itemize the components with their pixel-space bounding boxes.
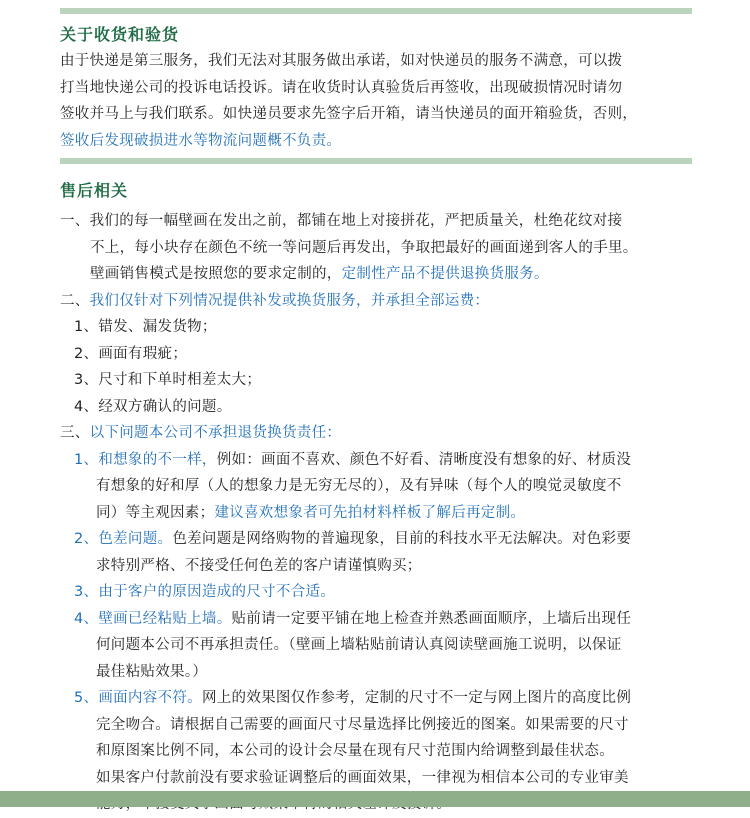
no-return-notice: 定制性产品不提供退换货服务。 (341, 266, 549, 282)
section-title-after-sales: 售后相关 (60, 181, 129, 200)
rule3-label: 3、由于客户的原因造成的尺寸不合适。 (74, 584, 336, 600)
rule4-line1 (60, 606, 700, 633)
item1-line1: 一、我们的每一幅壁画在发出之前，都铺在地上对接拼花，严把质量关，杜绝花纹对接 (60, 213, 623, 229)
case-item: 3、尺寸和下单时相差太大； (74, 372, 262, 388)
rule4-label: 4、壁画已经粘贴上墙。 (74, 610, 232, 627)
case-item: 2、画面有瑕疵； (74, 345, 188, 362)
case-item: 4、经双方确认的问题。 (74, 398, 232, 415)
rule4-text: 贴前请一定要平铺在地上检查并熟悉画面顺序，上墙后出现任 (231, 610, 632, 627)
top-divider (60, 8, 692, 14)
case-item: 1、错发、漏发货物； (74, 319, 217, 335)
item2-header (60, 288, 700, 315)
rule1-line3 (60, 500, 700, 527)
receiving-paragraph (60, 48, 700, 154)
item2-title: 我们仅针对下列情况提供补发或换货服务，并承担全部运费： (89, 292, 490, 309)
paragraph-line: 由于快递是第三服务，我们无法对其服务做出承诺，如对快递员的服务不满意，可以拨 (60, 53, 623, 69)
damage-warning: 签收后发现破损进水等物流问题概不负责。 (60, 132, 342, 149)
rule5-text: 网上的效果图仅作参考，定制的尺寸不一定与网上图片的高度比例 (201, 690, 632, 706)
item1-policy-text: 壁画销售模式是按照您的要求定制的， (90, 266, 342, 282)
rule1-line2: 有想象的好和厚（人的想象力是无穷无尽的），及有异味（每个人的嗅觉灵敏度不 (96, 478, 622, 494)
item2-prefix: 二、 (60, 292, 90, 309)
rule2-text: 色差问题是网络购物的普遍现象，目前的科技水平无法解决。对色彩要 (172, 531, 632, 547)
rule2-line1 (60, 526, 700, 553)
paragraph-line: 打当地快递公司的投诉电话投诉。请在收货时认真验货后再签收，出现破损情况时请勿 (60, 79, 623, 96)
item3-header (60, 420, 700, 447)
rule4-line2: 何问题本公司不再承担责任。（壁画上墙粘贴前请认真阅读壁画施工说明，以保证 (96, 637, 622, 653)
item3-title: 以下问题本公司不承担退货换货责任： (89, 425, 342, 441)
rule5-line4: 如果客户付款前没有要求验证调整后的画面效果，一律视为相信本公司的专业审美 (96, 769, 629, 786)
rule1-label: 1、和想象的不一样， (74, 451, 217, 468)
rule1-text: 例如：画面不喜欢、颜色不好看、清晰度没有想象的好、材质没 (216, 451, 632, 468)
item3-prefix: 三、 (60, 425, 90, 441)
rule1-line1 (60, 447, 700, 474)
rule5-label: 5、画面内容不符。 (74, 690, 202, 706)
bottom-band (0, 791, 750, 807)
item1-line3 (60, 261, 700, 288)
rule1-text: 同）等主观因素； (96, 504, 215, 521)
rule4-line3: 最佳粘贴效果。） (96, 663, 208, 680)
rule5-line1 (60, 685, 700, 712)
section-title-receiving: 关于收货和验货 (60, 25, 180, 44)
rule2-label: 2、色差问题。 (74, 531, 173, 547)
after-sales-body (60, 208, 700, 818)
middle-divider (60, 158, 692, 164)
paragraph-line: 签收并马上与我们联系。如快递员要求先签字后开箱，请当快递员的面开箱验货，否则， (60, 106, 638, 122)
rule5-line2: 完全吻合。请根据自己需要的画面尺寸尽量选择比例接近的图案。如果需要的尺寸 (96, 716, 629, 733)
rule5-line3: 和原图案比例不同，本公司的设计会尽量在现有尺寸范围内给调整到最佳状态。 (96, 743, 614, 759)
rule1-suggestion: 建议喜欢想象者可先拍材料样板了解后再定制。 (214, 504, 526, 521)
rule2-line2: 求特别严格、不接受任何色差的客户请谨慎购买； (96, 557, 422, 574)
item1-line2: 不上，每小块存在颜色不统一等问题后再发出，争取把最好的画面递到客人的手里。 (90, 239, 638, 256)
